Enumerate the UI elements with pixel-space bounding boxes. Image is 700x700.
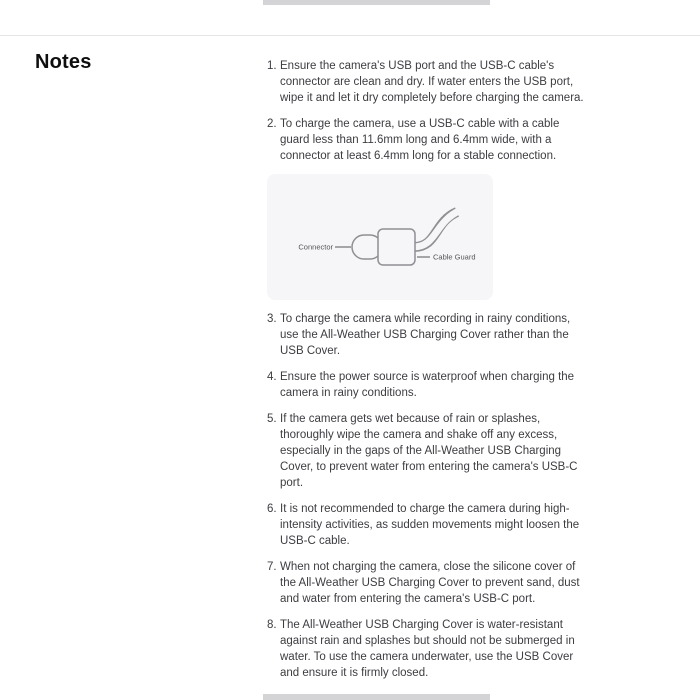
note-number: 6. — [267, 503, 277, 515]
note-text: It is not recommended to charge the camera during high-intensity activities, as sudden movements might loosen the USB-C cable. — [280, 503, 580, 547]
note-number: 8. — [267, 619, 277, 631]
note-number: 5. — [267, 413, 277, 425]
note-text: The All-Weather USB Charging Cover is water-resistant against rain and splashes but should not be submerged in water. To use the camera underwater, use the USB Cover and ensure it is firmly closed. — [280, 619, 575, 679]
note-number: 1. — [267, 60, 277, 72]
section-divider — [0, 35, 700, 36]
note-text: To charge the camera, use a USB-C cable with a cable guard less than 11.6mm long and 6.4mm wide, with a connector at least 6.4mm long for a stable connection. — [280, 118, 560, 162]
note-number: 4. — [267, 371, 277, 383]
usb-c-cable-figure — [267, 174, 493, 300]
note-item-4 — [267, 369, 585, 401]
note-text: If the camera gets wet because of rain or splashes, thoroughly wipe the camera and shake off any excess, especially in the gaps of the All-Weather USB Charging Cover, to prevent water from entering the camera's USB-C port. — [280, 413, 578, 489]
note-text: To charge the camera while recording in rainy conditions, use the All-Weather USB Charging Cover rather than the USB Cover. — [280, 313, 571, 357]
note-text: Ensure the power source is waterproof when charging the camera in rainy conditions. — [280, 371, 575, 399]
note-item-2 — [267, 116, 585, 164]
note-number: 2. — [267, 118, 277, 130]
note-text: When not charging the camera, close the silicone cover of the All-Weather USB Charging Cover to prevent sand, dust and water from entering the camera's USB-C port. — [280, 561, 580, 605]
partial-image-bottom — [263, 694, 490, 700]
connector-label: Connector — [298, 242, 333, 252]
cable-guard-body — [378, 229, 415, 265]
note-number: 3. — [267, 313, 277, 325]
section-heading: Notes — [35, 51, 92, 73]
usb-c-connector-diagram — [267, 174, 493, 300]
cable-guard-label: Cable Guard — [433, 252, 476, 262]
note-item-5 — [267, 411, 585, 491]
note-item-7 — [267, 559, 585, 607]
notes-list — [267, 58, 585, 691]
note-item-8 — [267, 617, 585, 681]
partial-image-top — [263, 0, 490, 5]
note-text: Ensure the camera's USB port and the USB-C cable's connector are clean and dry. If water enters the USB port, wipe it and let it dry completely before charging the camera. — [280, 60, 584, 104]
note-item-1 — [267, 58, 585, 106]
note-item-3 — [267, 311, 585, 359]
note-item-6 — [267, 501, 585, 549]
note-number: 7. — [267, 561, 277, 573]
